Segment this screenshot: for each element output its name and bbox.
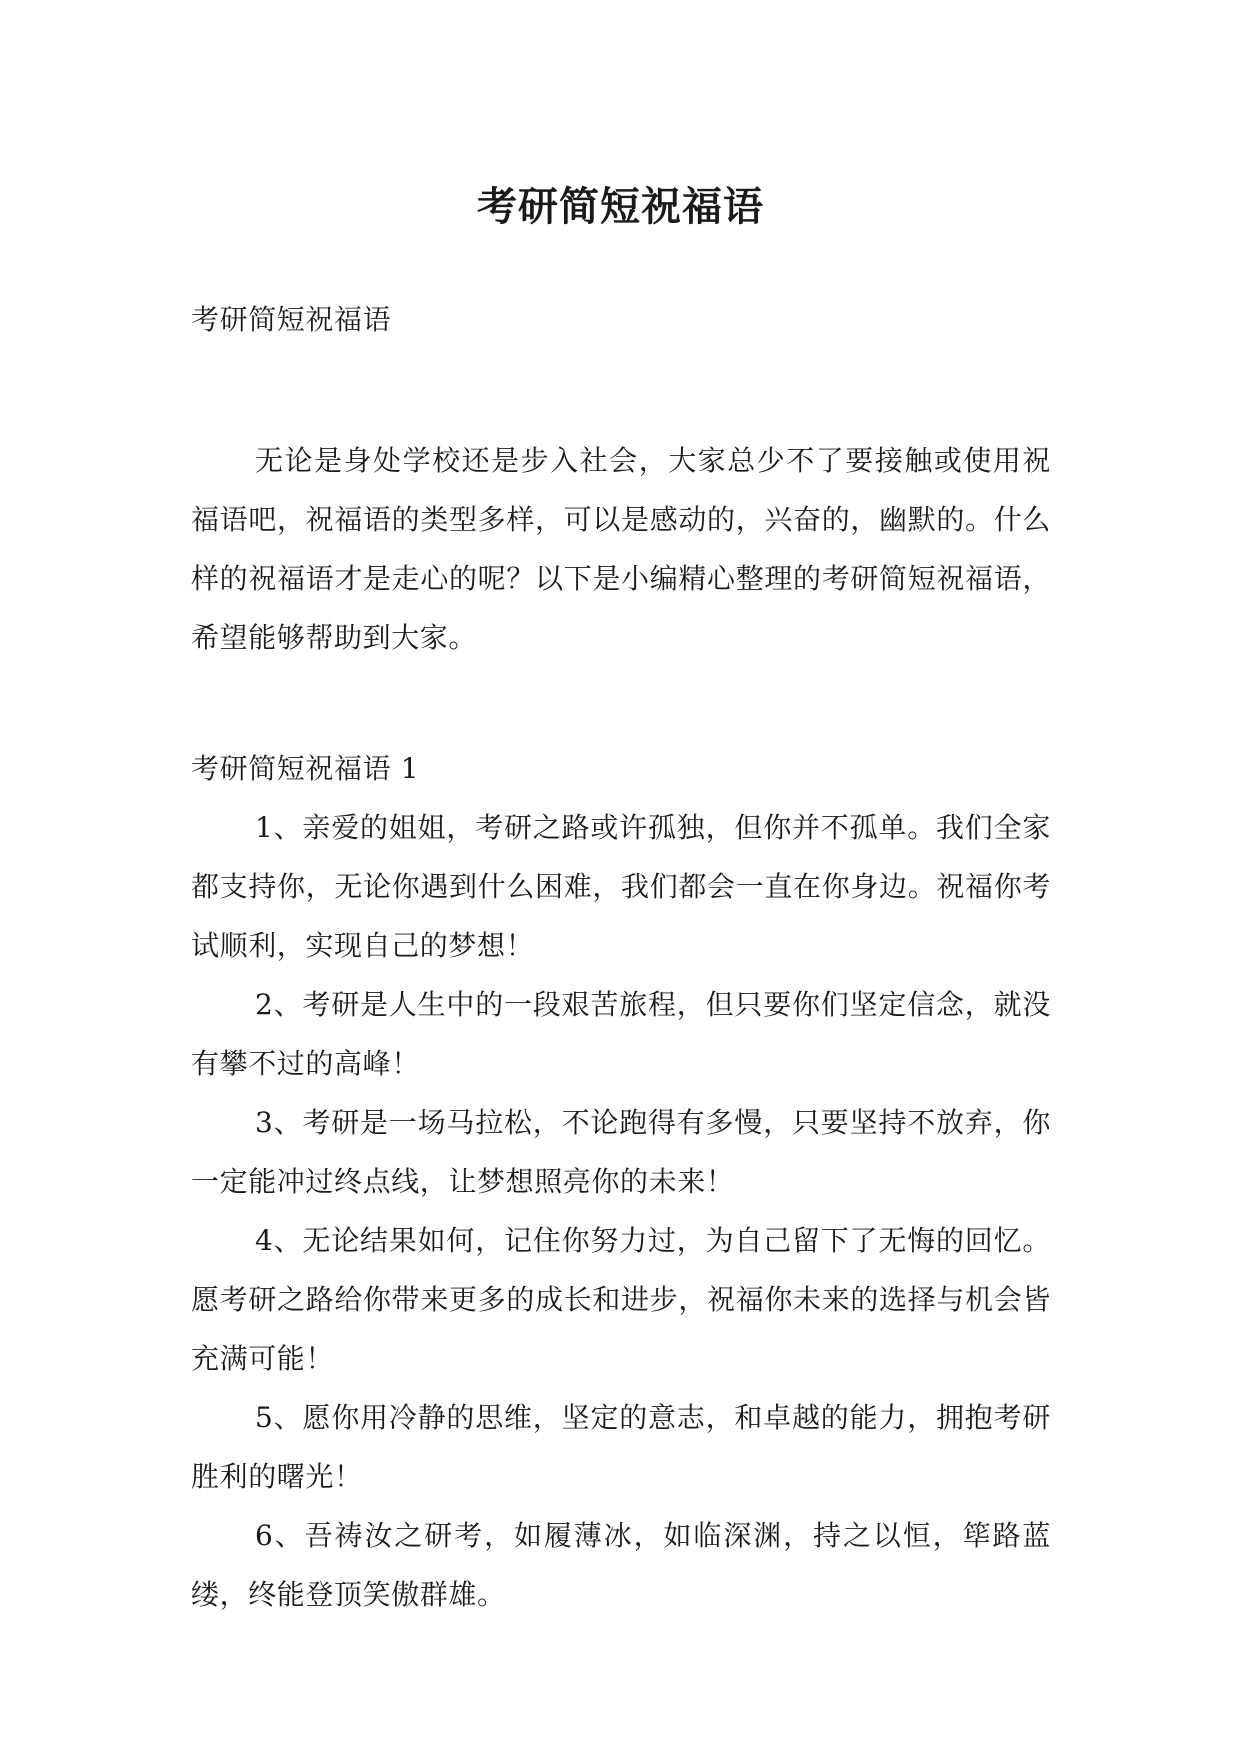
document-title: 考研简短祝福语	[477, 182, 764, 230]
blessing-item-1: 1、亲爱的姐姐，考研之路或许孤独，但你并不孤单。我们全家都支持你，无论你遇到什么困难，我们都会一直在你身边。祝福你考试顺利，实现自己的梦想！	[191, 811, 1051, 962]
blessing-item-3: 3、考研是一场马拉松，不论跑得有多慢，只要坚持不放弃，你一定能冲过终点线，让梦想照亮你的未来！	[191, 1106, 1051, 1198]
blessing-item-4: 4、无论结果如何，记住你努力过，为自己留下了无悔的回忆。愿考研之路给你带来更多的成长和进步，祝福你未来的选择与机会皆充满可能！	[191, 1224, 1051, 1375]
blessing-item-6: 6、吾祷汝之研考，如履薄冰，如临深渊，持之以恒，筚路蓝缕，终能登顶笑傲群雄。	[191, 1519, 1051, 1611]
blessing-item-2: 2、考研是人生中的一段艰苦旅程，但只要你们坚定信念，就没有攀不过的高峰！	[191, 988, 1051, 1080]
document-subtitle: 考研简短祝福语	[191, 303, 392, 336]
section-heading: 考研简短祝福语 1	[191, 752, 420, 785]
blessing-item-5: 5、愿你用冷静的思维，坚定的意志，和卓越的能力，拥抱考研胜利的曙光！	[191, 1401, 1051, 1493]
spacer	[191, 667, 1051, 739]
intro-paragraph: 无论是身处学校还是步入社会，大家总少不了要接触或使用祝福语吧，祝福语的类型多样，可以是感动的，兴奋的，幽默的。什么样的祝福语才是走心的呢？以下是小编精心整理的考研简短祝福语，希望能够帮助到大家。	[191, 444, 1051, 654]
spacer	[191, 349, 1051, 431]
document-body	[191, 290, 1051, 1624]
